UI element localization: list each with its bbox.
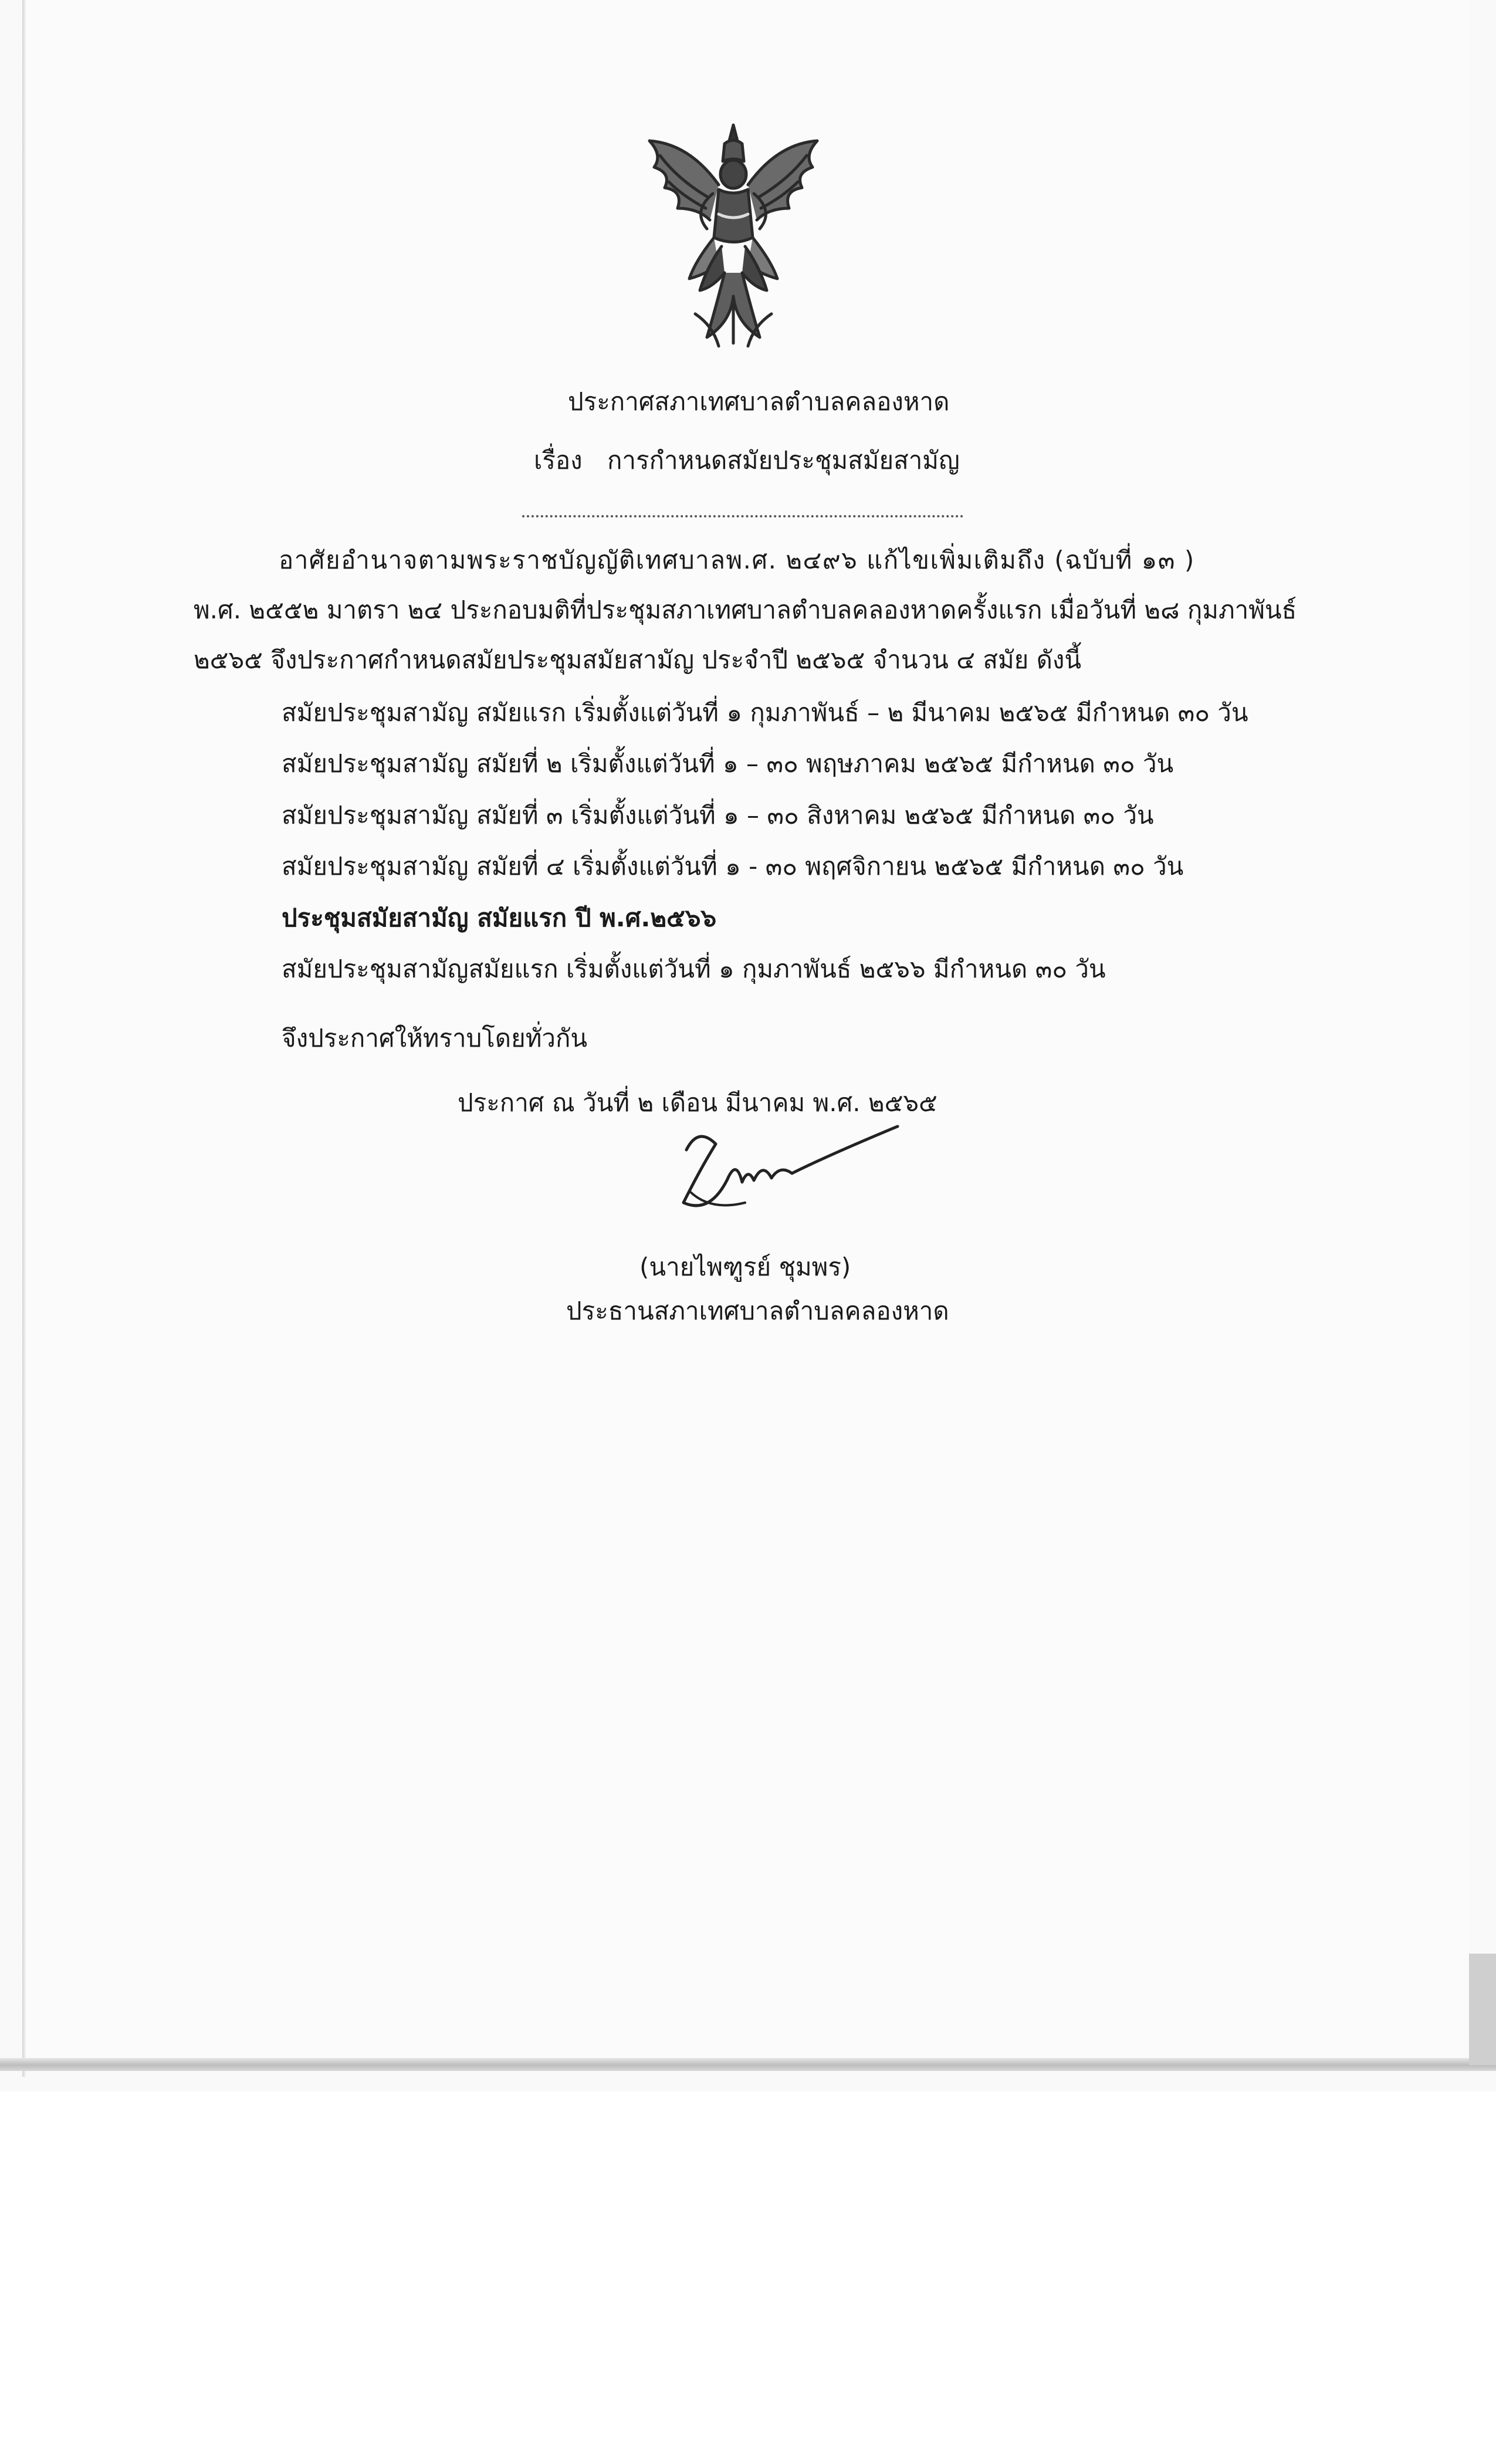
session-4: สมัยประชุมสามัญ สมัยที่ ๔ เริ่มตั้งแต่วันที่ ๑ - ๓๐ พฤศจิกายน ๒๕๖๕ มีกำหนด ๓๐ วัน — [282, 852, 1184, 881]
paper-bottom-edge — [0, 2058, 1496, 2071]
paragraph-line-2: พ.ศ. ๒๕๕๒ มาตรา ๒๔ ประกอบมติที่ประชุมสภาเทศบาลตำบลคลองหาดครั้งแรก เมื่อวันที่ ๒๘ กุมภาพันธ์ — [194, 595, 1297, 624]
announcement-title: ประกาศสภาเทศบาลตำบลคลองหาด — [568, 387, 950, 416]
signer-position: ประธานสภาเทศบาลตำบลคลองหาด — [566, 1297, 949, 1325]
garuda-emblem-icon — [637, 120, 830, 352]
signer-name: (นายไพฑูรย์ ชุมพร) — [639, 1253, 851, 1281]
session-3: สมัยประชุมสามัญ สมัยที่ ๓ เริ่มตั้งแต่วันที่ ๑ – ๓๐ สิงหาคม ๒๕๖๕ มีกำหนด ๓๐ วัน — [282, 801, 1154, 830]
blank-area — [0, 2091, 1496, 2464]
signature-icon — [675, 1115, 909, 1232]
next-year-session: สมัยประชุมสามัญสมัยแรก เริ่มตั้งแต่วันที่ ๑ กุมภาพันธ์ ๒๕๖๖ มีกำหนด ๓๐ วัน — [282, 955, 1106, 983]
session-1: สมัยประชุมสามัญ สมัยแรก เริ่มตั้งแต่วันที่ ๑ กุมภาพันธ์ – ๒ มีนาคม ๒๕๖๕ มีกำหนด ๓๐ วัน — [282, 698, 1248, 727]
next-year-heading: ประชุมสมัยสามัญ สมัยแรก ปี พ.ศ.๒๕๖๖ — [282, 903, 717, 932]
date-line: ประกาศ ณ วันที่ ๒ เดือน มีนาคม พ.ศ. ๒๕๖๕ — [458, 1088, 937, 1117]
subject-label: เรื่อง — [534, 446, 583, 475]
closing-statement: จึงประกาศให้ทราบโดยทั่วกัน — [282, 1024, 588, 1052]
subject-text: การกำหนดสมัยประชุมสมัยสามัญ — [607, 446, 960, 475]
session-2: สมัยประชุมสามัญ สมัยที่ ๒ เริ่มตั้งแต่วันที่ ๑ – ๓๐ พฤษภาคม ๒๕๖๕ มีกำหนด ๓๐ วัน — [282, 749, 1174, 778]
paper-right-edge — [1469, 1954, 1496, 2065]
paragraph-line-3: ๒๕๖๕ จึงประกาศกำหนดสมัยประชุมสมัยสามัญ ประจำปี ๒๕๖๕ จำนวน ๔ สมัย ดังนี้ — [194, 645, 1082, 674]
dotted-divider — [522, 515, 963, 517]
paragraph-line-1: อาศัยอำนาจตามพระราชบัญญัติเทศบาลพ.ศ. ๒๔๙๖ แก้ไขเพิ่มเติมถึง (ฉบับที่ ๑๓ ) — [279, 546, 1195, 574]
